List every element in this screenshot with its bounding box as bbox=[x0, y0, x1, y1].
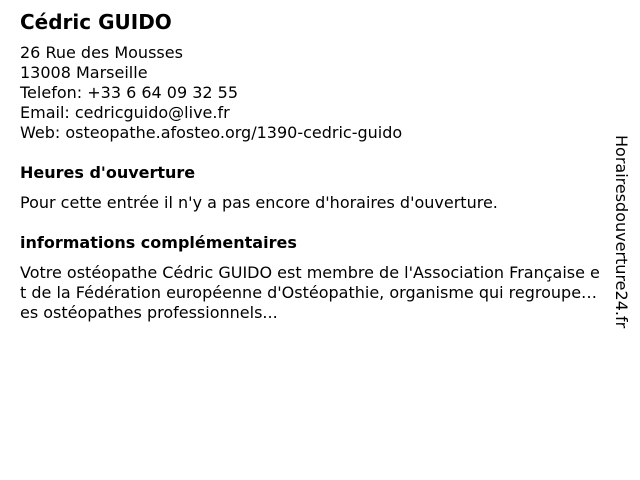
additional-info-text: Votre ostéopathe Cédric GUIDO est membre de l'Association Française et de la Fédération européenne d'Ostéopathie, organisme qui regroupe les ostéopathes professionnels... bbox=[20, 263, 600, 322]
business-name: Cédric GUIDO bbox=[20, 10, 172, 34]
business-entry-card bbox=[20, 9, 600, 322]
phone-line: Telefon: +33 6 64 09 32 55 bbox=[20, 83, 239, 102]
watermark-text: Horairesdouverture24.fr bbox=[612, 135, 631, 329]
street-address: 26 Rue des Mousses bbox=[20, 43, 183, 62]
opening-hours-text: Pour cette entrée il n'y a pas encore d'horaires d'ouverture. bbox=[20, 193, 498, 212]
city-line: 13008 Marseille bbox=[20, 63, 148, 82]
web-line: Web: osteopathe.afosteo.org/1390-cedric-guido bbox=[20, 123, 403, 142]
opening-hours-heading: Heures d'ouverture bbox=[20, 163, 196, 182]
email-line: Email: cedricguido@live.fr bbox=[20, 103, 230, 122]
additional-info-heading: informations complémentaires bbox=[20, 233, 297, 252]
site-watermark bbox=[612, 135, 632, 345]
